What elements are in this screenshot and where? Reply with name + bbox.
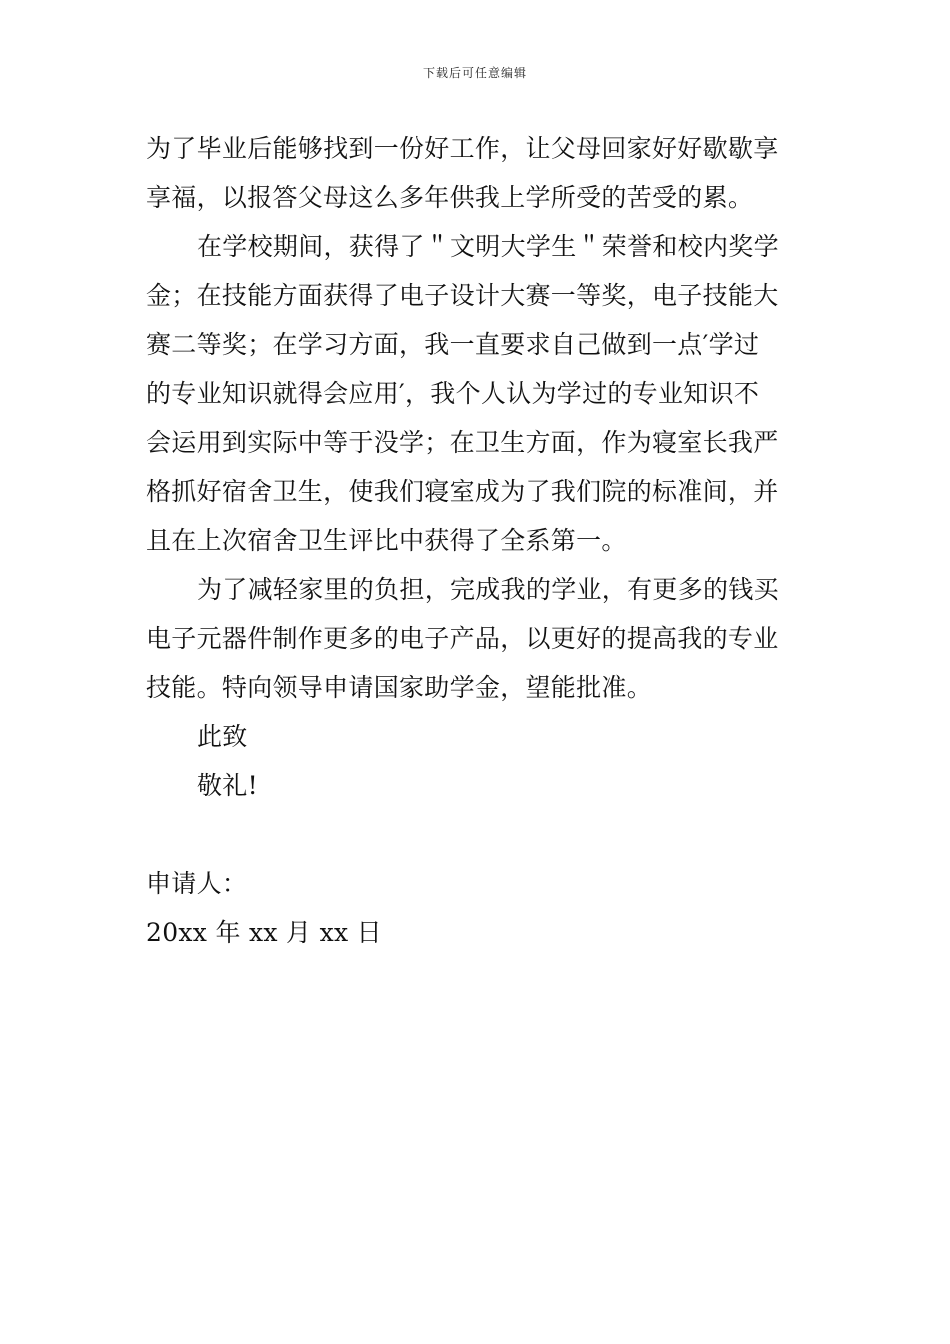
paragraph-line: 赛二等奖；在学习方面，我一直要求自己做到一点′学过 bbox=[146, 330, 760, 359]
paragraph-line: 为了减轻家里的负担，完成我的学业，有更多的钱买 bbox=[197, 575, 779, 604]
paragraph-line: 的专业知识就得会应用′，我个人认为学过的专业知识不 bbox=[146, 379, 760, 408]
applicant-label: 申请人： bbox=[146, 869, 248, 898]
paragraph-line: 会运用到实际中等于没学；在卫生方面，作为寝室长我严 bbox=[146, 428, 779, 457]
closing-greeting: 此致 bbox=[197, 722, 248, 751]
blank-line bbox=[146, 810, 808, 859]
paragraph-line: 格抓好宿舍卫生，使我们寝室成为了我们院的标准间，并 bbox=[146, 477, 779, 506]
paragraph-line: 在学校期间，获得了＂文明大学生＂荣誉和校内奖学 bbox=[197, 232, 779, 261]
paragraph-line: 享福，以报答父母这么多年供我上学所受的苦受的累。 bbox=[146, 183, 754, 212]
page-header-note: 下载后可任意编辑 bbox=[422, 66, 527, 80]
paragraph-line: 金；在技能方面获得了电子设计大赛一等奖，电子技能大 bbox=[146, 281, 779, 310]
closing-salute: 敬礼! bbox=[197, 771, 258, 800]
paragraph-line: 电子元器件制作更多的电子产品，以更好的提高我的专业 bbox=[146, 624, 779, 653]
paragraph-line: 为了毕业后能够找到一份好工作，让父母回家好好歇歇享 bbox=[146, 134, 779, 163]
paragraph-line: 且在上次宿舍卫生评比中获得了全系第一。 bbox=[146, 526, 627, 555]
paragraph-line: 技能。特向领导申请国家助学金，望能批准。 bbox=[146, 673, 653, 702]
letter-body bbox=[146, 124, 808, 957]
date-line: 20xx 年 xx 月 xx 日 bbox=[146, 918, 382, 947]
